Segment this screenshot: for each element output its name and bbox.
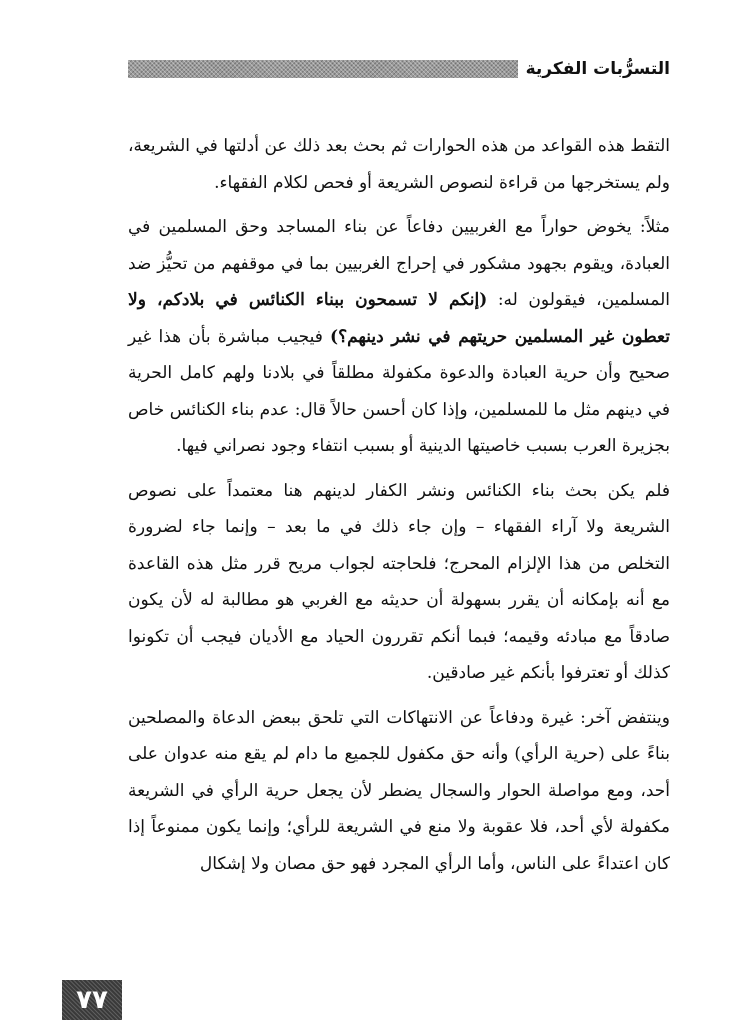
- paragraph: [128, 473, 670, 692]
- paragraph-text: التقط هذه القواعد من هذه الحوارات ثم بحث بعد ذلك عن أدلتها في الشريعة، ولم يستخرجها من قراءة لنصوص الشريعة أو فحص لكلام الفقهاء.: [128, 136, 670, 193]
- running-header: [128, 56, 670, 82]
- body-text: [128, 128, 670, 882]
- paragraph: [128, 700, 670, 883]
- page-number: ٧٧: [62, 980, 122, 1020]
- paragraph: [128, 128, 670, 201]
- header-decorative-bar: [128, 60, 518, 78]
- paragraph-text: مثلاً: يخوض حواراً مع الغربيين دفاعاً عن بناء المساجد وحق المسلمين في العبادة، ويقوم بجهود مشكور في إحراج الغربيين بما في موقفهم من تحيُّز ضد المسلمين، فيقولون له:: [128, 217, 671, 310]
- paragraph-text: فيجيب مباشرة بأن هذا غير صحيح وأن حرية العبادة والدعوة مكفولة مطلقاً في بلادنا ولهم كامل الحرية في دينهم مثل ما للمسلمين، وإذا كان أحسن حالاً قال: عدم بناء الكنائس خاص بجزيرة العرب بسبب خاصيتها الدينية أو بسبب انتفاء وجود نصراني فيها.: [128, 326, 670, 456]
- paragraph: [128, 209, 670, 465]
- paragraph-text: فلم يكن بحث بناء الكنائس ونشر الكفار لدينهم هنا معتمداً على نصوص الشريعة ولا آراء الفقهاء – وإن جاء ذلك في ما بعد – وإنما جاء لضرورة التخلص من هذا الإلزام المحرج؛ فلحاجته لجواب مريح قرر مثل هذه القاعدة مع أنه بإمكانه أن يقرر بسهولة أن حديثه مع الغربي هو مطالبة له لأن يكون صادقاً مع مبادئه وقيمه؛ فبما أنكم تقررون الحياد مع الأديان فيجب أن تكونوا كذلك أو تعترفوا بأنكم غير صادقين.: [128, 480, 670, 683]
- paragraph-text: وينتفض آخر: غيرة ودفاعاً عن الانتهاكات التي تلحق ببعض الدعاة والمصلحين بناءً على (حرية الرأي) وأنه حق مكفول للجميع ما دام لم يقع منه عدوان على أحد، ومع مواصلة الحوار والسجال يضطر لأن يجعل حرية الرأي في الشريعة مكفولة لأي أحد، فلا عقوبة ولا منع في الشريعة للرأي؛ وإنما يكون ممنوعاً إذا كان اعتداءً على الناس، وأما الرأي المجرد فهو حق مصان ولا إشكال: [128, 707, 670, 874]
- header-title: التسرُّبات الفكرية: [525, 59, 670, 79]
- bold-quote: (إنكم لا تسمحون ببناء الكنائس في بلادكم، ولا تعطون غير المسلمين حريتهم في نشر دينهم؟): [128, 290, 670, 347]
